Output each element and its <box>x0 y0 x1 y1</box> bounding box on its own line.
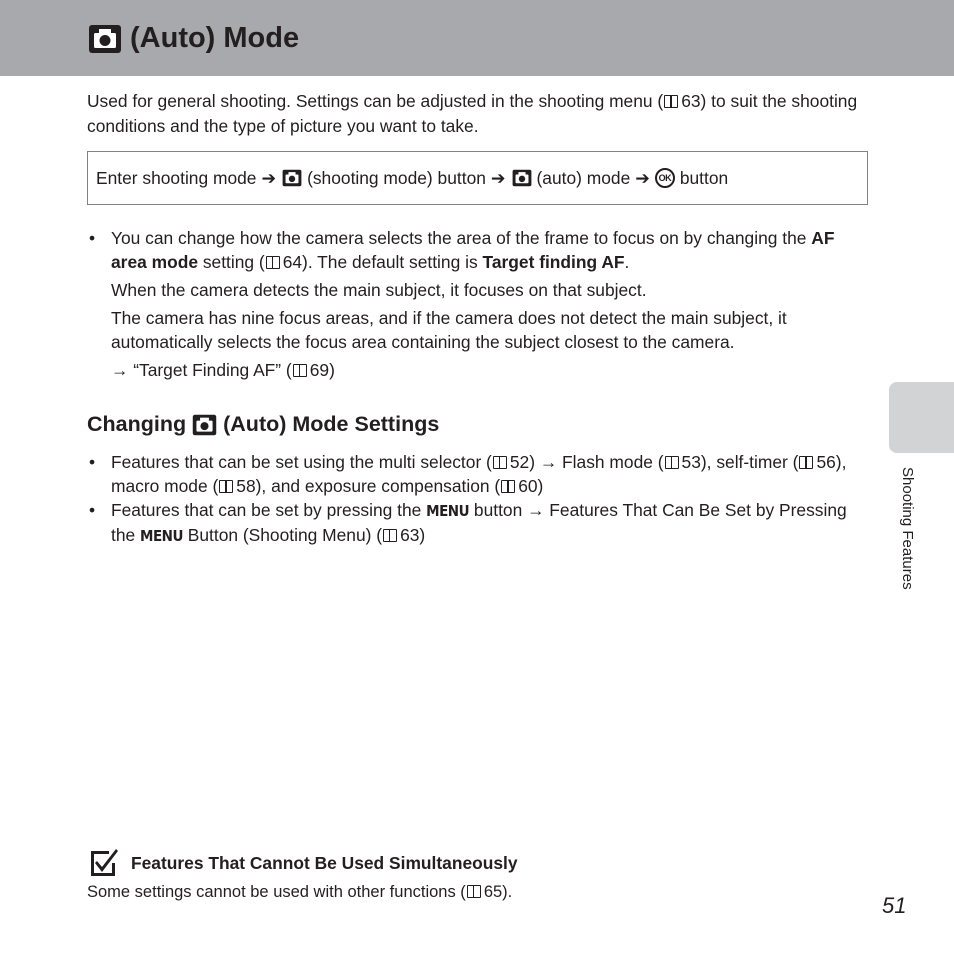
text: Features that can be set using the multi selector ( <box>111 452 492 472</box>
reference-book-icon <box>493 456 507 469</box>
text: 60) <box>518 476 544 496</box>
menu-button-glyph: MENU <box>426 502 470 520</box>
reference-book-icon <box>266 256 280 269</box>
text: 58), and exposure compensation ( <box>236 476 501 496</box>
text: button → Features That Can Be Set by Pressing the <box>111 500 847 545</box>
bullet-dot: • <box>89 452 96 472</box>
reference-book-icon <box>219 480 233 493</box>
text: You can change how the camera selects the area of the frame to focus on by changing the <box>111 228 812 248</box>
nav-step-enter-shooting-mode: Enter shooting mode <box>96 167 257 188</box>
page-title-text: (Auto) Mode <box>130 22 300 54</box>
intro-ref: 63 <box>681 91 701 111</box>
section-title <box>87 412 439 437</box>
note-title: Features That Cannot Be Used Simultaneously <box>131 853 518 873</box>
bullet-menu-button <box>89 498 871 548</box>
auto-mode-camera-icon <box>192 414 217 436</box>
intro-text: Used for general shooting. Settings can be adjusted in the shooting menu ( <box>87 91 664 111</box>
nav-step-auto-mode: (auto) mode <box>536 167 631 188</box>
nav-arrow: ➔ <box>635 167 650 188</box>
section-title-before: Changing <box>87 412 187 436</box>
auto-mode-camera-icon <box>282 169 302 187</box>
bullet-af-area <box>89 226 871 386</box>
text: Button (Shooting Menu) ( <box>182 525 383 545</box>
text: . <box>624 252 630 272</box>
text: Features that can be set by pressing the <box>111 500 427 520</box>
text: 64). The default setting is <box>282 252 483 272</box>
page-number: 51 <box>882 893 907 918</box>
nav-arrow: ➔ <box>261 167 277 188</box>
bullet-dot: • <box>89 500 96 520</box>
side-tab-label: Shooting Features <box>899 467 916 590</box>
reference-book-icon <box>501 480 515 493</box>
bullet-af-area-para3: The camera has nine focus areas, and if the camera does not detect the main subject, it automatically selects the focus area containing the subject closest to the camera. <box>111 308 787 352</box>
text: → “Target Finding AF” ( <box>111 360 292 380</box>
ok-button-icon: OK <box>655 168 675 188</box>
text: 52) → Flash mode ( <box>509 452 664 472</box>
reference-book-icon <box>467 885 481 898</box>
text: 53), self-timer ( <box>681 452 799 472</box>
side-tab <box>889 382 954 453</box>
target-finding-af-reference <box>111 358 871 382</box>
text: 56), macro mode ( <box>111 452 847 496</box>
reference-book-icon <box>293 364 307 377</box>
reference-book-icon <box>383 529 397 542</box>
text: 69) <box>309 360 335 380</box>
nav-arrow: ➔ <box>490 167 506 188</box>
reference-book-icon <box>664 95 678 108</box>
bullet-af-area-para1 <box>111 226 871 274</box>
target-finding-af-label: Target finding AF <box>482 252 625 272</box>
page-title <box>88 22 299 55</box>
bullet-multi-selector <box>89 450 871 498</box>
reference-book-icon <box>799 456 813 469</box>
text: 63) <box>400 525 426 545</box>
note-text <box>87 883 512 902</box>
reference-book-icon <box>665 456 679 469</box>
bullet-multi-selector-text <box>111 450 871 498</box>
af-area-mode-label: AF area mode <box>111 228 835 272</box>
text: Some settings cannot be used with other functions ( <box>87 883 466 901</box>
text: setting ( <box>198 252 265 272</box>
auto-mode-camera-icon <box>512 169 532 187</box>
bullet-menu-button-text <box>111 498 871 548</box>
checkmark-note-icon <box>89 847 119 877</box>
nav-step-shooting-mode-button: (shooting mode) button <box>307 167 486 188</box>
section-title-after: (Auto) Mode Settings <box>223 412 440 436</box>
navigation-path-box <box>87 151 868 205</box>
intro-paragraph <box>87 89 872 139</box>
nav-step-button: button <box>679 167 729 188</box>
intro-text-end: ) to suit the shooting conditions and the type of picture you want to take. <box>87 91 858 136</box>
bullet-dot: • <box>89 228 96 248</box>
menu-button-glyph: MENU <box>140 527 183 545</box>
text: 65). <box>483 883 513 901</box>
auto-mode-camera-icon <box>88 24 122 54</box>
bullet-af-area-para2: When the camera detects the main subject, it focuses on that subject. <box>111 280 647 300</box>
